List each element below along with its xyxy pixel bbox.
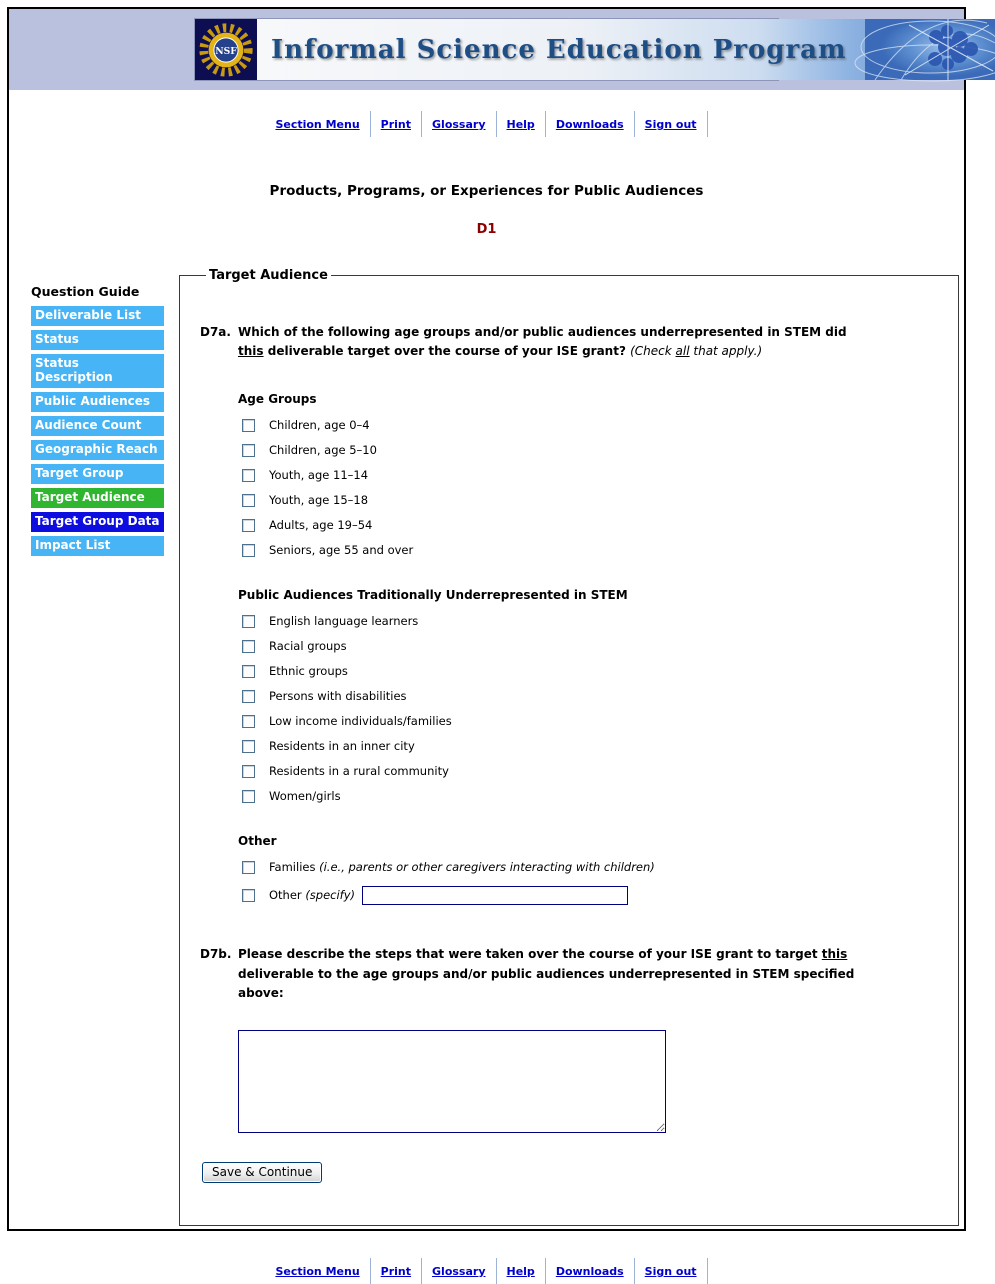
nav-separator	[370, 111, 371, 137]
checkbox-label: Families (i.e., parents or other caregivers interacting with children)	[269, 860, 655, 875]
checkbox-families[interactable]	[242, 861, 255, 874]
nav-link-section-menu[interactable]: Section Menu	[275, 118, 360, 131]
globe-graphic-icon	[847, 19, 995, 80]
nav-separator	[634, 111, 635, 137]
checkbox-seniors-55-over[interactable]	[242, 544, 255, 557]
nav-link-section-menu[interactable]: Section Menu	[275, 1264, 360, 1278]
question-d7a-number: D7a.	[200, 325, 231, 339]
sidebar-item-target-group[interactable]: Target Group	[31, 464, 164, 484]
checkbox-row	[242, 765, 938, 778]
sidebar-item-geographic-reach[interactable]: Geographic Reach	[31, 440, 164, 460]
checkbox-label: Other (specify)	[269, 888, 356, 903]
checkbox-label: Residents in a rural community	[269, 764, 449, 779]
save-continue-button[interactable]: Save & Continue	[202, 1162, 322, 1183]
nav-link-print[interactable]: Print	[380, 1264, 412, 1278]
other-group	[238, 834, 938, 905]
nav-separator	[421, 111, 422, 137]
sidebar-item-public-audiences[interactable]: Public Audiences	[31, 392, 164, 412]
nav-link-sign-out[interactable]: Sign out	[644, 118, 697, 131]
sidebar-item-audience-count[interactable]: Audience Count	[31, 416, 164, 436]
nav-link-print[interactable]: Print	[380, 118, 412, 131]
checkbox-row	[242, 419, 938, 432]
nsf-starburst-icon	[197, 21, 255, 79]
sidebar-item-target-group-data[interactable]: Target Group Data	[31, 512, 164, 532]
question-guide-sidebar	[9, 268, 179, 1226]
nav-link-glossary[interactable]: Glossary	[432, 1264, 486, 1278]
content-row	[9, 268, 964, 1226]
checkbox-row	[242, 740, 938, 753]
target-audience-fieldset	[179, 268, 959, 1226]
underrepresented-group	[238, 588, 938, 803]
nav-link-downloads[interactable]: Downloads	[555, 118, 624, 131]
checkbox-adults-19-54[interactable]	[242, 519, 255, 532]
checkbox-other[interactable]	[242, 889, 255, 902]
checkbox-rural-community[interactable]	[242, 765, 255, 778]
nav-separator	[707, 1258, 708, 1284]
age-groups-group	[238, 392, 938, 557]
nav-separator	[545, 111, 546, 137]
checkbox-row	[242, 861, 938, 874]
question-d7a	[200, 323, 938, 361]
checkbox-low-income[interactable]	[242, 715, 255, 728]
nsf-logo-icon	[195, 19, 257, 80]
checkbox-row	[242, 544, 938, 557]
checkbox-label: Ethnic groups	[269, 664, 348, 679]
nav-separator	[634, 1258, 635, 1284]
checkbox-youth-11-14[interactable]	[242, 469, 255, 482]
checkbox-label: Youth, age 15–18	[269, 493, 369, 508]
checkbox-children-5-10[interactable]	[242, 444, 255, 457]
nav-link-help[interactable]: Help	[506, 1264, 535, 1278]
nav-separator	[707, 111, 708, 137]
underrepresented-heading: Public Audiences Traditionally Underrepresented in STEM	[238, 588, 628, 603]
checkbox-label: Residents in an inner city	[269, 739, 415, 754]
question-d7b	[200, 945, 938, 1003]
other-specify-input[interactable]	[362, 886, 628, 905]
sidebar-item-status[interactable]: Status	[31, 330, 164, 350]
checkbox-inner-city[interactable]	[242, 740, 255, 753]
sidebar-item-deliverable-list[interactable]: Deliverable List	[31, 306, 164, 326]
question-d7b-number: D7b.	[200, 947, 232, 962]
nav-link-glossary[interactable]: Glossary	[432, 118, 486, 131]
checkbox-row	[242, 615, 938, 628]
checkbox-label: Racial groups	[269, 639, 347, 654]
nav-link-sign-out[interactable]: Sign out	[644, 1264, 697, 1278]
checkbox-label: Low income individuals/families	[269, 714, 452, 729]
checkbox-label: Women/girls	[269, 789, 341, 804]
checkbox-row	[242, 690, 938, 703]
nav-separator	[370, 1258, 371, 1284]
checkbox-youth-15-18[interactable]	[242, 494, 255, 507]
nav-separator	[421, 1258, 422, 1284]
checkbox-label: Children, age 5–10	[269, 443, 377, 458]
page-subtitle: D1	[476, 222, 497, 237]
question-d7a-text: Which of the following age groups and/or public audiences underrepresented in STEM did this deliverable target over the course of your ISE grant? (Check all that apply.)	[238, 325, 847, 359]
checkbox-row	[242, 715, 938, 728]
checkbox-label: Adults, age 19–54	[269, 518, 373, 533]
checkbox-women-girls[interactable]	[242, 790, 255, 803]
page-title: Products, Programs, or Experiences for Public Audiences	[269, 183, 704, 199]
checkbox-racial-groups[interactable]	[242, 640, 255, 653]
nav-separator	[545, 1258, 546, 1284]
sidebar-item-target-audience[interactable]: Target Audience	[31, 488, 164, 508]
age-groups-heading: Age Groups	[238, 392, 317, 407]
checkbox-persons-with-disabilities[interactable]	[242, 690, 255, 703]
checkbox-english-language-learners[interactable]	[242, 615, 255, 628]
checkbox-row	[242, 640, 938, 653]
checkbox-label: Seniors, age 55 and over	[269, 543, 414, 558]
checkbox-label: Youth, age 11–14	[269, 468, 369, 483]
svg-text:NSF: NSF	[215, 45, 237, 57]
banner-title: Informal Science Education Program	[257, 19, 847, 80]
nav-link-downloads[interactable]: Downloads	[555, 1264, 624, 1278]
bottom-nav	[9, 1258, 964, 1284]
checkbox-row	[242, 519, 938, 532]
question-guide-heading: Question Guide	[31, 284, 140, 299]
checkbox-row	[242, 469, 938, 482]
sidebar-item-status-description[interactable]: Status Description	[31, 354, 164, 388]
checkbox-row	[242, 444, 938, 457]
nav-separator	[496, 1258, 497, 1284]
checkbox-label: Children, age 0–4	[269, 418, 370, 433]
top-nav	[9, 111, 964, 137]
header-band	[9, 9, 964, 90]
banner	[194, 18, 847, 81]
other-heading: Other	[238, 834, 277, 849]
checkbox-label: Persons with disabilities	[269, 689, 407, 704]
checkbox-row	[242, 790, 938, 803]
d7b-description-textarea[interactable]	[238, 1030, 666, 1133]
checkbox-row	[242, 665, 938, 678]
checkbox-ethnic-groups[interactable]	[242, 665, 255, 678]
page	[7, 7, 966, 1278]
checkbox-row	[242, 886, 938, 905]
fieldset-legend: Target Audience	[209, 268, 328, 283]
nav-separator	[496, 111, 497, 137]
nav-link-help[interactable]: Help	[506, 118, 535, 131]
question-d7b-text: Please describe the steps that were taken over the course of your ISE grant to target this deliverable to the age groups and/or public audiences underrepresented in STEM specified above:	[238, 947, 855, 1000]
checkbox-children-0-4[interactable]	[242, 419, 255, 432]
checkbox-label: English language learners	[269, 614, 419, 629]
checkbox-row	[242, 494, 938, 507]
sidebar-item-impact-list[interactable]: Impact List	[31, 536, 164, 556]
